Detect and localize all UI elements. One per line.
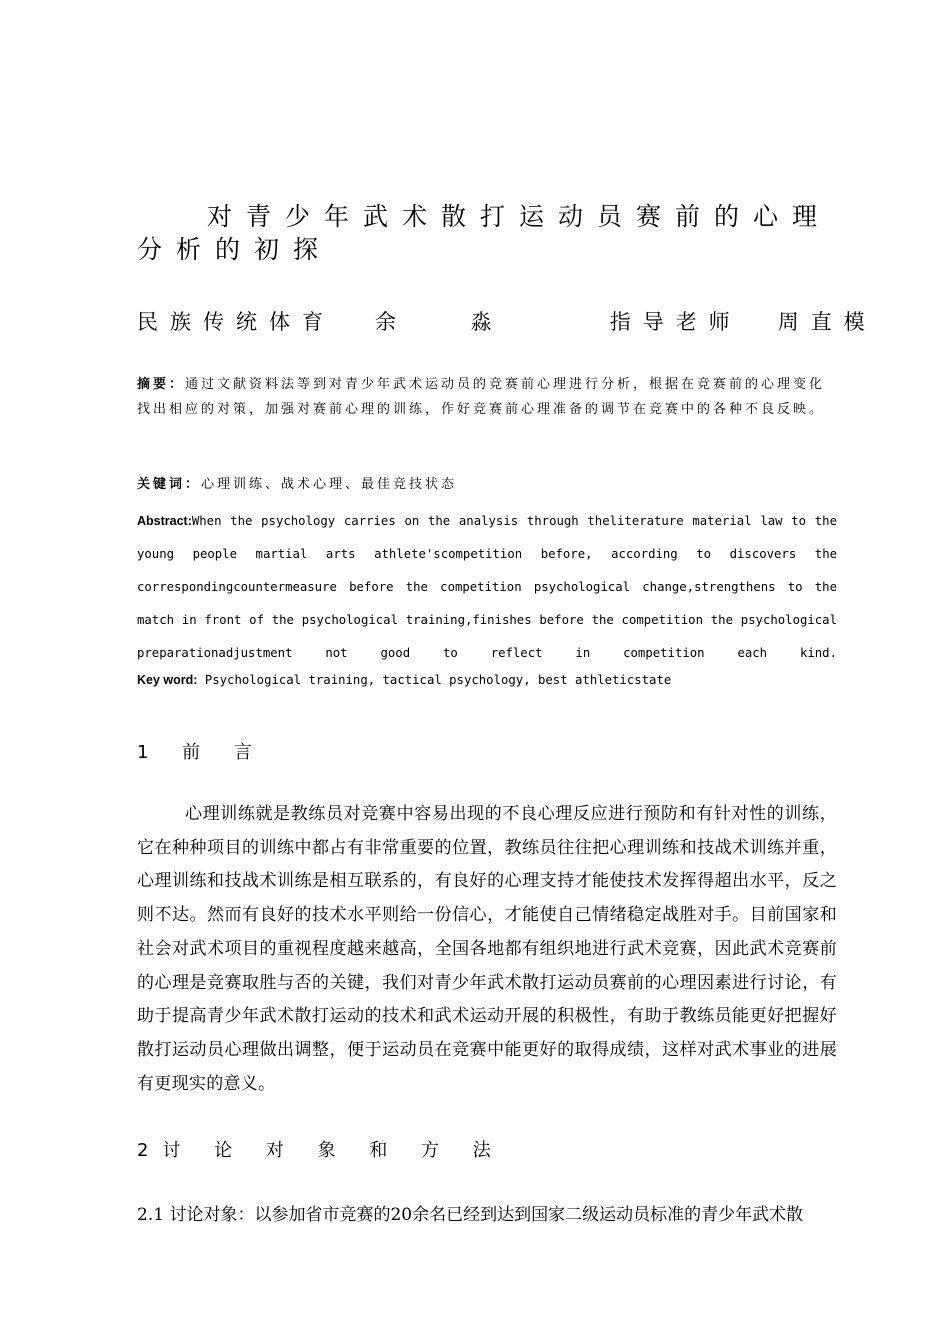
section-2-heading: 2讨 论 对 象 和 方 法 [137, 1140, 505, 1161]
keywords-cn-text: 心理训练、战术心理、最佳竞技状态 [201, 477, 458, 492]
author-department: 民族传统体育 [137, 310, 335, 334]
section-2-1-text: 2.1 讨论对象：以参加省市竞赛的20余名已经到达到国家二级运动员标准的青少年武术散 [137, 1205, 804, 1225]
keywords-en-label: Key word: [137, 673, 198, 687]
keywords-cn-label: 关键词： [137, 477, 202, 492]
advisor-name: 周直模 [777, 310, 877, 334]
advisor-label: 指导老师 [609, 310, 742, 334]
abstract-cn-text: 通过文献资料法等到对青少年武术运动员的竞赛前心理进行分析，根据在竞赛前的心理变化找出相应的对策，加强对赛前心理的训练，作好竞赛前心理准备的调节在竞赛中的各种不良反映。 [137, 377, 826, 417]
section-1-paragraph: 心理训练就是教练员对竞赛中容易出现的不良心理反应进行预防和有针对性的训练，它在种种项目的训练中都占有非常重要的位置，教练员往往把心理训练和技战术训练并重，心理训练和技战术训练是相互联系的，有良好的心理支持才能使技术发挥得超出水平，反之则不达。然而有良好的技术水平则给一份信心，才能使自己情绪稳定战胜对手。目前国家和社会对武术项目的重视程度越来越高，全国各地都有组织地进行武术竞赛，因此武术竞赛前的心理是竞赛取胜与否的关键，我们对青少年武术散打运动员赛前的心理因素进行讨论，有助于提高青少年武术散打运动的技术和武术运动开展的积极性，有助于教练员能更好把握好散打运动员心理做出调整，便于运动员在竞赛中能更好的取得成绩，这样对武术事业的进展有更现实的意义。 [137, 804, 837, 1094]
keywords-cn [137, 473, 837, 492]
author-name: 余 淼 [375, 310, 526, 334]
abstract-en-text: When the psychology carries on the analysis through theliterature material law to the young people martial arts athlete'scompetition before, according to discovers the correspondingcountermeasure before the competition psychological change,strengthens to the match in front of the psychological training,finishes before the competition the psychological preparationadjustment not good to reflect in competition each kind. [137, 514, 837, 660]
author-line [137, 306, 877, 336]
abstract-en-label: Abstract: [137, 514, 192, 528]
keywords-en [137, 673, 837, 687]
keywords-en-text: Psychological training, tactical psychology, best athleticstate [204, 673, 672, 687]
section-1-heading: 1 前 言 [137, 742, 266, 763]
abstract-cn-label: 摘要： [137, 377, 186, 392]
paper-title: 对青少年武术散打运动员赛前的心理分析的初探 [137, 202, 832, 264]
abstract-cn [137, 372, 837, 422]
abstract-en [137, 505, 837, 670]
